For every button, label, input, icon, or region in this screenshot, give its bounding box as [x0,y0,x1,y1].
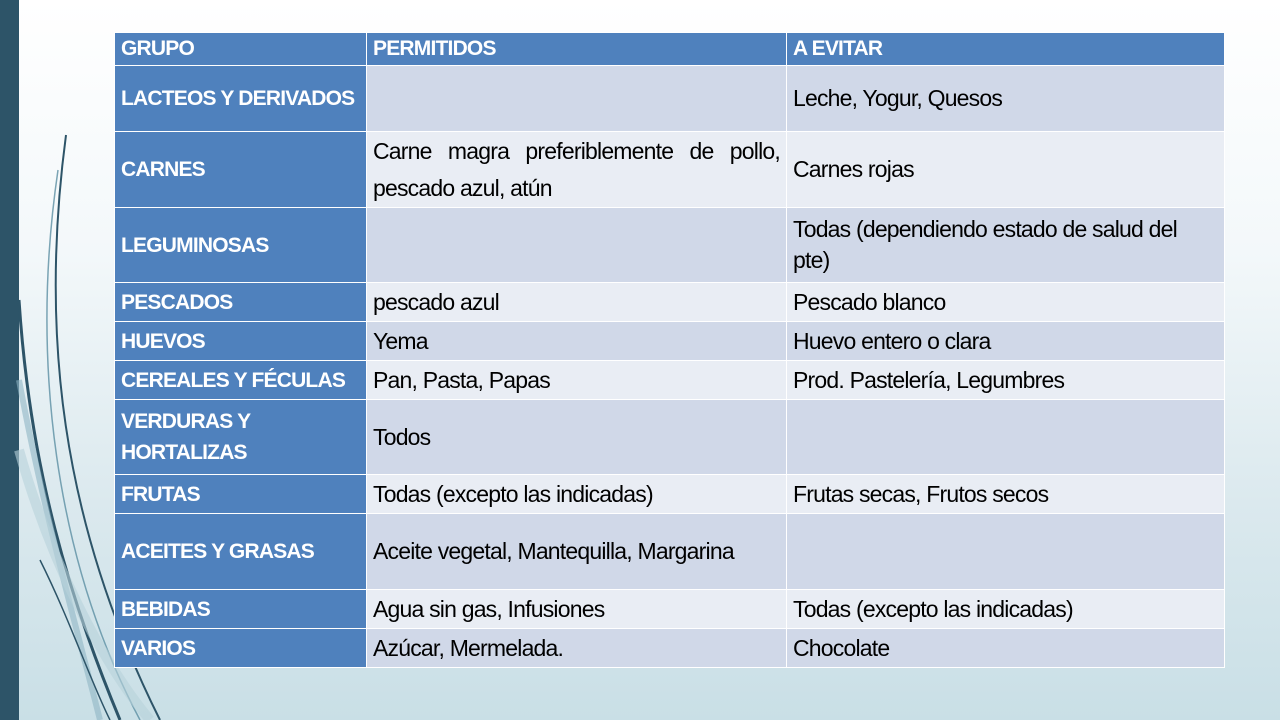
row-group-label: ACEITES Y GRASAS [115,514,367,590]
table-row [115,322,1225,361]
row-group-label: BEBIDAS [115,590,367,629]
row-group-label: VERDURAS Y HORTALIZAS [115,400,367,475]
row-permitted: Agua sin gas, Infusiones [367,590,787,629]
table-row [115,475,1225,514]
table-row [115,361,1225,400]
row-permitted: Aceite vegetal, Mantequilla, Margarina [367,514,787,590]
row-permitted: pescado azul [367,283,787,322]
row-permitted: Azúcar, Mermelada. [367,629,787,668]
table-row [115,283,1225,322]
table-row [115,208,1225,283]
row-group-label: LEGUMINOSAS [115,208,367,283]
row-permitted: Carne magra preferiblemente de pollo, pescado azul, atún [367,132,787,208]
row-group-label: VARIOS [115,629,367,668]
table-row [115,629,1225,668]
row-avoid: Todas (excepto las indicadas) [787,590,1225,629]
row-avoid: Chocolate [787,629,1225,668]
row-avoid: Pescado blanco [787,283,1225,322]
row-permitted [367,66,787,132]
diet-food-table [114,32,1225,668]
row-permitted: Yema [367,322,787,361]
table-row [115,514,1225,590]
header-permitidos: PERMITIDOS [367,33,787,66]
header-a-evitar: A EVITAR [787,33,1225,66]
table-header-row [115,33,1225,66]
row-group-label: PESCADOS [115,283,367,322]
table-row [115,400,1225,475]
row-avoid [787,514,1225,590]
row-avoid: Todas (dependiendo estado de salud del pte) [787,208,1225,283]
table-row [115,66,1225,132]
row-permitted: Todas (excepto las indicadas) [367,475,787,514]
row-permitted [367,208,787,283]
row-permitted: Pan, Pasta, Papas [367,361,787,400]
row-avoid: Huevo entero o clara [787,322,1225,361]
row-group-label: CARNES [115,132,367,208]
row-permitted: Todos [367,400,787,475]
row-avoid: Carnes rojas [787,132,1225,208]
table-row [115,590,1225,629]
row-avoid: Leche, Yogur, Quesos [787,66,1225,132]
row-group-label: FRUTAS [115,475,367,514]
row-group-label: CEREALES Y FÉCULAS [115,361,367,400]
row-avoid: Frutas secas, Frutos secos [787,475,1225,514]
row-avoid [787,400,1225,475]
header-grupo: GRUPO [115,33,367,66]
row-group-label: LACTEOS Y DERIVADOS [115,66,367,132]
table-row [115,132,1225,208]
row-group-label: HUEVOS [115,322,367,361]
row-avoid: Prod. Pastelería, Legumbres [787,361,1225,400]
